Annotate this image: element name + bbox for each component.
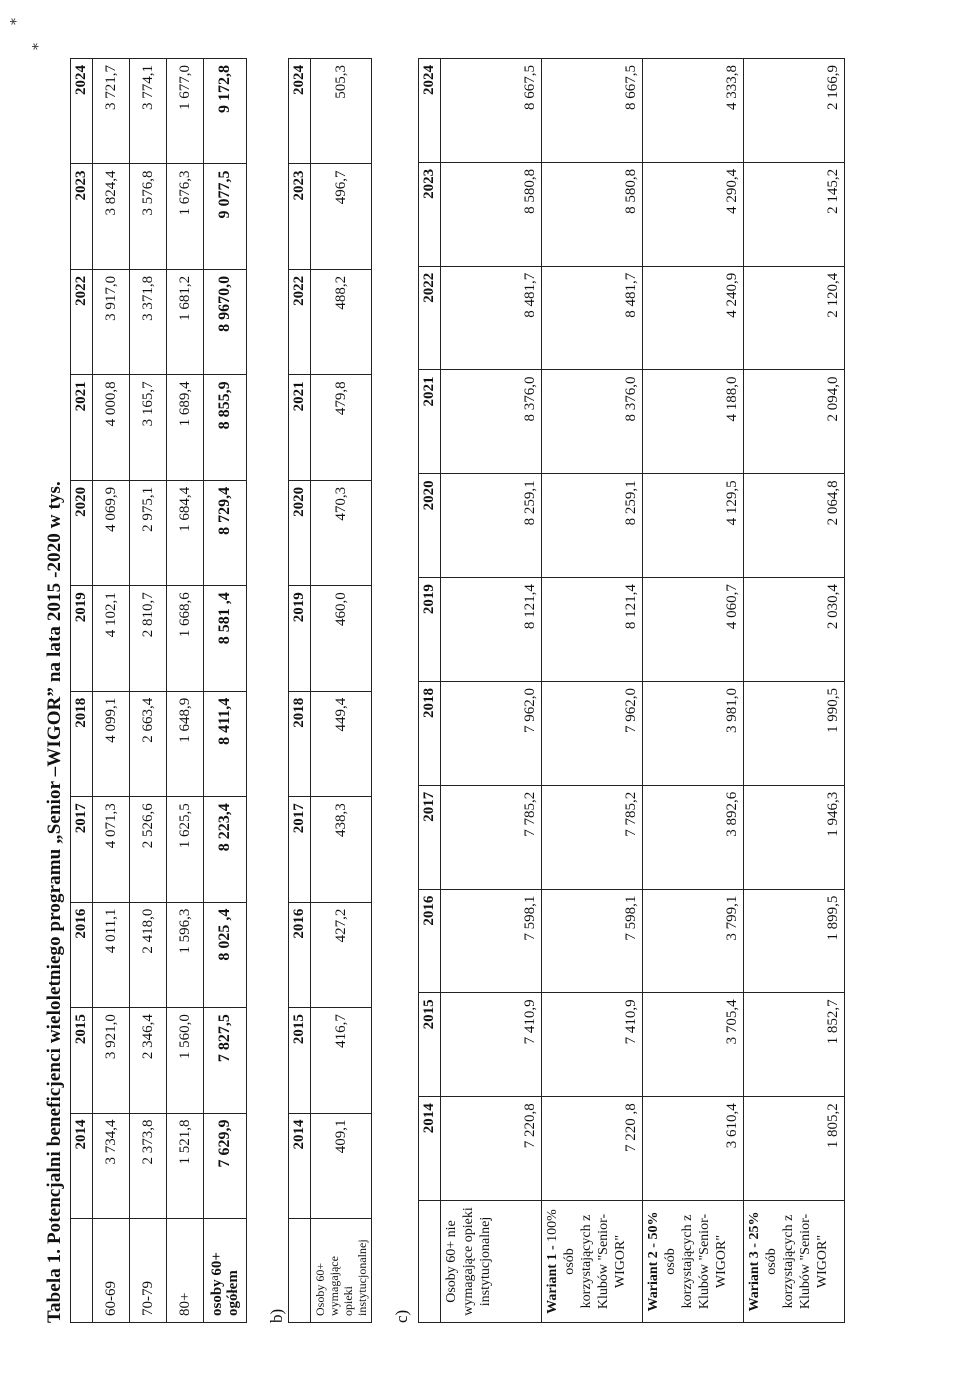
table-b-header-row — [289, 59, 311, 1323]
scan-mark: ⁎ — [27, 43, 42, 50]
value-cell: 2 373,8 — [130, 1113, 167, 1218]
variant-label: Wariant 3 - 25% — [747, 1211, 762, 1312]
row-label — [744, 1201, 845, 1323]
value-cell: 4 099,1 — [93, 691, 130, 796]
table-a-header-row — [71, 59, 93, 1323]
table-row — [542, 59, 643, 1323]
value-cell: 449,4 — [311, 691, 372, 796]
table-c — [418, 58, 845, 1323]
year-header: 2016 — [419, 889, 441, 993]
year-header: 2014 — [419, 1097, 441, 1201]
row-label — [542, 1201, 643, 1323]
year-header: 2017 — [289, 797, 311, 902]
value-cell: 496,7 — [311, 164, 372, 269]
value-cell: 438,3 — [311, 797, 372, 902]
value-cell: 8 9670,0 — [204, 269, 247, 374]
section-label-b: b) — [267, 1308, 286, 1323]
year-header: 2019 — [71, 586, 93, 691]
row-label-line: wymagające opieki — [327, 1256, 355, 1316]
value-cell: 4 129,5 — [643, 474, 744, 578]
value-cell: 4 188,0 — [643, 370, 744, 474]
value-cell: 4 011,1 — [93, 902, 130, 1007]
year-header: 2022 — [71, 269, 93, 374]
year-header: 2016 — [289, 902, 311, 1007]
value-cell: 8 025 ,4 — [204, 902, 247, 1007]
value-cell: 7 962,0 — [441, 681, 542, 785]
value-cell: 9 172,8 — [204, 59, 247, 164]
year-header: 2018 — [419, 681, 441, 785]
section-label-c: c) — [392, 1309, 411, 1323]
value-cell: 1 625,5 — [167, 797, 204, 902]
year-header: 2023 — [289, 164, 311, 269]
table-row-total — [204, 59, 247, 1323]
value-cell: 1 805,2 — [744, 1097, 845, 1201]
table-b — [288, 58, 372, 1323]
value-cell: 8 376,0 — [542, 370, 643, 474]
year-header: 2014 — [289, 1113, 311, 1218]
value-cell: 1 689,4 — [167, 375, 204, 480]
value-cell: 1 990,5 — [744, 681, 845, 785]
row-label: 80+ — [167, 1219, 204, 1323]
value-cell: 7 220 ,8 — [542, 1097, 643, 1201]
value-cell: 8 121,4 — [441, 578, 542, 682]
value-cell: 7 598,1 — [441, 889, 542, 993]
value-cell: 8 855,9 — [204, 375, 247, 480]
year-header: 2021 — [71, 375, 93, 480]
value-cell: 3 734,4 — [93, 1113, 130, 1218]
value-cell: 1 946,3 — [744, 785, 845, 889]
value-cell: 416,7 — [311, 1008, 372, 1113]
value-cell: 479,8 — [311, 375, 372, 480]
corner-cell — [419, 1201, 441, 1323]
value-cell: 460,0 — [311, 586, 372, 691]
value-cell: 2 030,4 — [744, 578, 845, 682]
year-header: 2022 — [419, 266, 441, 370]
table-row — [130, 59, 167, 1323]
value-cell: 8 411,4 — [204, 691, 247, 796]
value-cell: 8 667,5 — [542, 59, 643, 163]
year-header: 2023 — [71, 164, 93, 269]
value-cell: 409,1 — [311, 1113, 372, 1218]
value-cell: 3 371,8 — [130, 269, 167, 374]
value-cell: 4 333,8 — [643, 59, 744, 163]
value-cell: 3 921,0 — [93, 1008, 130, 1113]
scan-mark: ⁎ — [5, 18, 20, 25]
corner-cell — [289, 1219, 311, 1323]
value-cell: 1 684,4 — [167, 480, 204, 585]
row-description: osób korzystających z Klubów "Senior-WIGOR" — [764, 1213, 830, 1310]
value-cell: 3 917,0 — [93, 269, 130, 374]
row-label: 60-69 — [93, 1219, 130, 1323]
value-cell: 1 596,3 — [167, 902, 204, 1007]
year-header: 2017 — [419, 785, 441, 889]
table-row — [643, 59, 744, 1323]
value-cell: 7 785,2 — [441, 785, 542, 889]
value-cell: 2 145,2 — [744, 162, 845, 266]
value-cell: 1 648,9 — [167, 691, 204, 796]
value-cell: 4 240,9 — [643, 266, 744, 370]
variant-label: Wariant 1 - — [545, 1245, 560, 1314]
value-cell: 4 069,9 — [93, 480, 130, 585]
value-cell: 1 676,3 — [167, 164, 204, 269]
value-cell: 1 677,0 — [167, 59, 204, 164]
row-label-line: Osoby 60+ — [313, 1262, 327, 1316]
table-caption: Tabela 1. Potencjalni beneficjenci wieloletniego programu „Senior –WIGOR” na lata 2015 -2020 w tys. — [44, 481, 65, 1323]
value-cell: 4 102,1 — [93, 586, 130, 691]
value-cell: 8 729,4 — [204, 480, 247, 585]
year-header: 2017 — [71, 797, 93, 902]
value-cell: 4 071,3 — [93, 797, 130, 902]
value-cell: 3 824,4 — [93, 164, 130, 269]
value-cell: 1 668,6 — [167, 586, 204, 691]
value-cell: 8 481,7 — [542, 266, 643, 370]
table-a-body — [93, 59, 247, 1323]
value-cell: 3 774,1 — [130, 59, 167, 164]
value-cell: 8 580,8 — [542, 162, 643, 266]
value-cell: 427,2 — [311, 902, 372, 1007]
value-cell: 8 580,8 — [441, 162, 542, 266]
row-label — [204, 1219, 247, 1323]
table-a — [70, 58, 247, 1323]
value-cell: 3 705,4 — [643, 993, 744, 1097]
row-label-line: ogółem — [225, 1270, 241, 1316]
year-header: 2016 — [71, 902, 93, 1007]
table-row — [93, 59, 130, 1323]
year-header: 2021 — [419, 370, 441, 474]
year-header: 2018 — [71, 691, 93, 796]
table-row — [311, 59, 372, 1323]
row-label-line: instytucjonalnej — [355, 1239, 369, 1316]
row-label: 70-79 — [130, 1219, 167, 1323]
value-cell: 505,3 — [311, 59, 372, 164]
value-cell: 7 410,9 — [542, 993, 643, 1097]
year-header: 2020 — [419, 474, 441, 578]
value-cell: 3 721,7 — [93, 59, 130, 164]
value-cell: 488,2 — [311, 269, 372, 374]
row-label — [441, 1201, 542, 1323]
value-cell: 8 481,7 — [441, 266, 542, 370]
year-header: 2015 — [419, 993, 441, 1097]
value-cell: 9 077,5 — [204, 164, 247, 269]
value-cell: 2 346,4 — [130, 1008, 167, 1113]
value-cell: 7 598,1 — [542, 889, 643, 993]
value-cell: 1 521,8 — [167, 1113, 204, 1218]
value-cell: 3 165,7 — [130, 375, 167, 480]
value-cell: 4 060,7 — [643, 578, 744, 682]
year-header: 2024 — [71, 59, 93, 164]
value-cell: 7 827,5 — [204, 1008, 247, 1113]
year-header: 2018 — [289, 691, 311, 796]
value-cell: 8 259,1 — [542, 474, 643, 578]
value-cell: 2 064,8 — [744, 474, 845, 578]
year-header: 2024 — [419, 59, 441, 163]
row-label — [311, 1219, 372, 1323]
year-header: 2019 — [419, 578, 441, 682]
row-description: 100% osób korzystających z Klubów "Senior-WIGOR" — [545, 1209, 628, 1310]
value-cell: 1 560,0 — [167, 1008, 204, 1113]
value-cell: 3 610,4 — [643, 1097, 744, 1201]
table-row — [167, 59, 204, 1323]
year-header: 2015 — [71, 1008, 93, 1113]
value-cell: 2 120,4 — [744, 266, 845, 370]
value-cell: 2 975,1 — [130, 480, 167, 585]
year-header: 2023 — [419, 162, 441, 266]
table-row — [441, 59, 542, 1323]
value-cell: 4 000,8 — [93, 375, 130, 480]
value-cell: 3 892,6 — [643, 785, 744, 889]
value-cell: 2 810,7 — [130, 586, 167, 691]
value-cell: 2 663,4 — [130, 691, 167, 796]
value-cell: 8 667,5 — [441, 59, 542, 163]
year-header: 2024 — [289, 59, 311, 164]
year-header: 2022 — [289, 269, 311, 374]
table-row — [744, 59, 845, 1323]
value-cell: 7 220,8 — [441, 1097, 542, 1201]
table-c-body — [441, 59, 845, 1323]
value-cell: 2 094,0 — [744, 370, 845, 474]
row-description: osób korzystających z Klubów "Senior-WIGOR" — [663, 1213, 729, 1310]
year-header: 2015 — [289, 1008, 311, 1113]
row-label — [643, 1201, 744, 1323]
value-cell: 2 526,6 — [130, 797, 167, 902]
value-cell: 7 410,9 — [441, 993, 542, 1097]
table-c-header-row — [419, 59, 441, 1323]
value-cell: 8 581 ,4 — [204, 586, 247, 691]
row-description: Osoby 60+ nie wymagające opieki instytucjonalnej — [444, 1207, 493, 1316]
value-cell: 3 799,1 — [643, 889, 744, 993]
value-cell: 3 981,0 — [643, 681, 744, 785]
value-cell: 8 121,4 — [542, 578, 643, 682]
value-cell: 2 418,0 — [130, 902, 167, 1007]
year-header: 2021 — [289, 375, 311, 480]
year-header: 2014 — [71, 1113, 93, 1218]
year-header: 2020 — [289, 480, 311, 585]
value-cell: 3 576,8 — [130, 164, 167, 269]
value-cell: 1 852,7 — [744, 993, 845, 1097]
value-cell: 470,3 — [311, 480, 372, 585]
value-cell: 8 376,0 — [441, 370, 542, 474]
variant-label: Wariant 2 - 50% — [646, 1211, 661, 1312]
year-header: 2019 — [289, 586, 311, 691]
value-cell: 7 629,9 — [204, 1113, 247, 1218]
value-cell: 1 899,5 — [744, 889, 845, 993]
value-cell: 8 223,4 — [204, 797, 247, 902]
value-cell: 7 962,0 — [542, 681, 643, 785]
value-cell: 4 290,4 — [643, 162, 744, 266]
row-label-line: osoby 60+ — [209, 1252, 225, 1316]
value-cell: 1 681,2 — [167, 269, 204, 374]
value-cell: 7 785,2 — [542, 785, 643, 889]
value-cell: 8 259,1 — [441, 474, 542, 578]
year-header: 2020 — [71, 480, 93, 585]
corner-cell — [71, 1219, 93, 1323]
value-cell: 2 166,9 — [744, 59, 845, 163]
